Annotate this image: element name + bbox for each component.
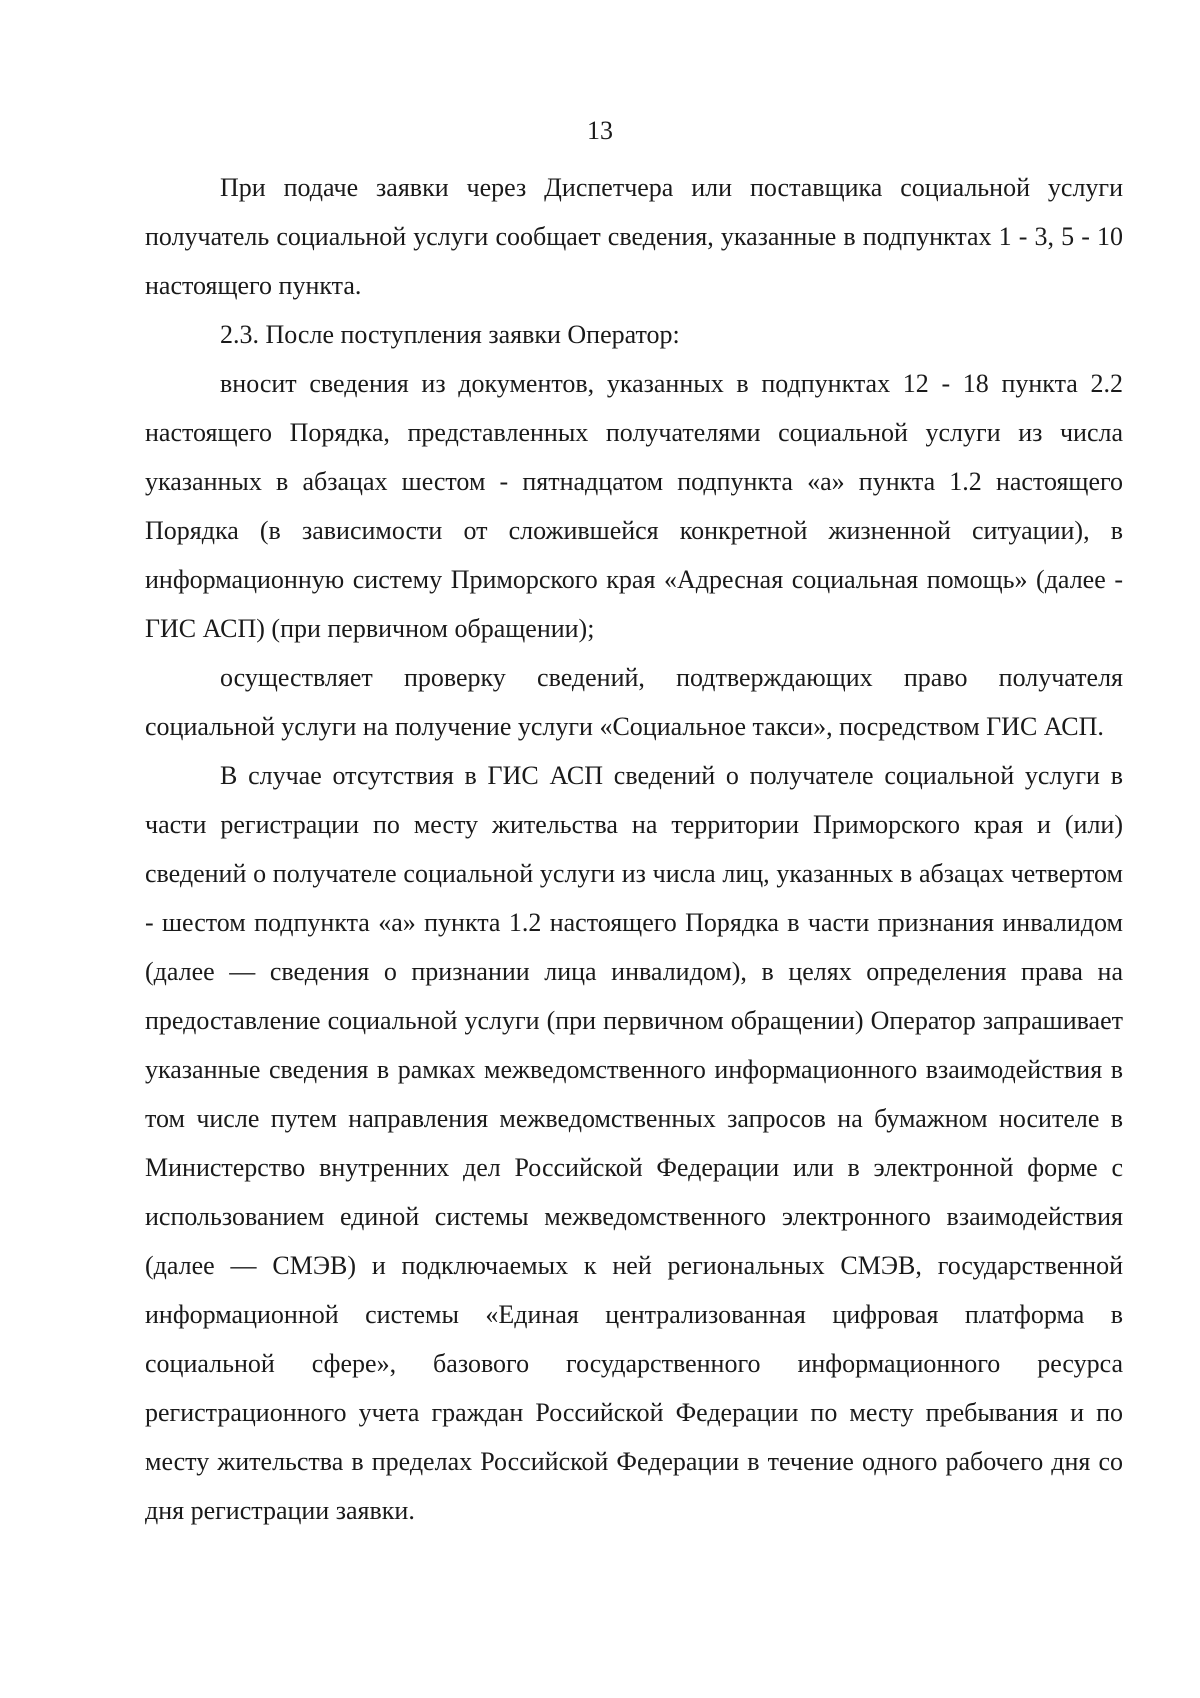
page-number: 13 [587,116,613,145]
paragraph-enters-information: вносит сведения из документов, указанных в подпунктах 12 - 18 пункта 2.2 настоящего Порядка, представленных получателями социальной услуги из числа указанных в абзацах шестом - пятнадцатом подпункта «а» пункта 1.2 настоящего Порядка (в зависимости от сложившейся конкретной жизненной ситуации), в информационную систему Приморского края «Адресная социальная помощь» (далее - ГИС АСП) (при первичном обращении); [145,369,1123,643]
paragraph-interagency-request: В случае отсутствия в ГИС АСП сведений о получателе социальной услуги в части регистрации по месту жительства на территории Приморского края и (или) сведений о получателе социальной услуги из числа лиц, указанных в абзацах четвертом - шестом подпункта «а» пункта 1.2 настоящего Порядка в части признания инвалидом (далее — сведения о признании лица инвалидом), в целях определения права на предоставление социальной услуги (при первичном обращении) Оператор запрашивает указанные сведения в рамках межведомственного информационного взаимодействия в том числе путем направления межведомственных запросов на бумажном носителе в Министерство внутренних дел Российской Федерации или в электронной форме с использованием единой системы межведомственного электронного взаимодействия (далее — СМЭВ) и подключаемых к ней региональных СМЭВ, государственной информационной системы «Единая централизованная цифровая платформа в социальной сфере», базового государственного информационного ресурса регистрационного учета граждан Российской Федерации по месту пребывания и по месту жительства в пределах Российской Федерации в течение одного рабочего дня со дня регистрации заявки. [145,761,1123,1525]
paragraph-verifies-information: осуществляет проверку сведений, подтверждающих право получателя социальной услуги на получение услуги «Социальное такси», посредством ГИС АСП. [145,663,1123,741]
document-body [145,163,1123,1535]
paragraph-section-2-3-heading: 2.3. После поступления заявки Оператор: [220,320,680,349]
paragraph-application-info: При подаче заявки через Диспетчера или поставщика социальной услуги получатель социальной услуги сообщает сведения, указанные в подпунктах 1 - 3, 5 - 10 настоящего пункта. [145,173,1123,300]
